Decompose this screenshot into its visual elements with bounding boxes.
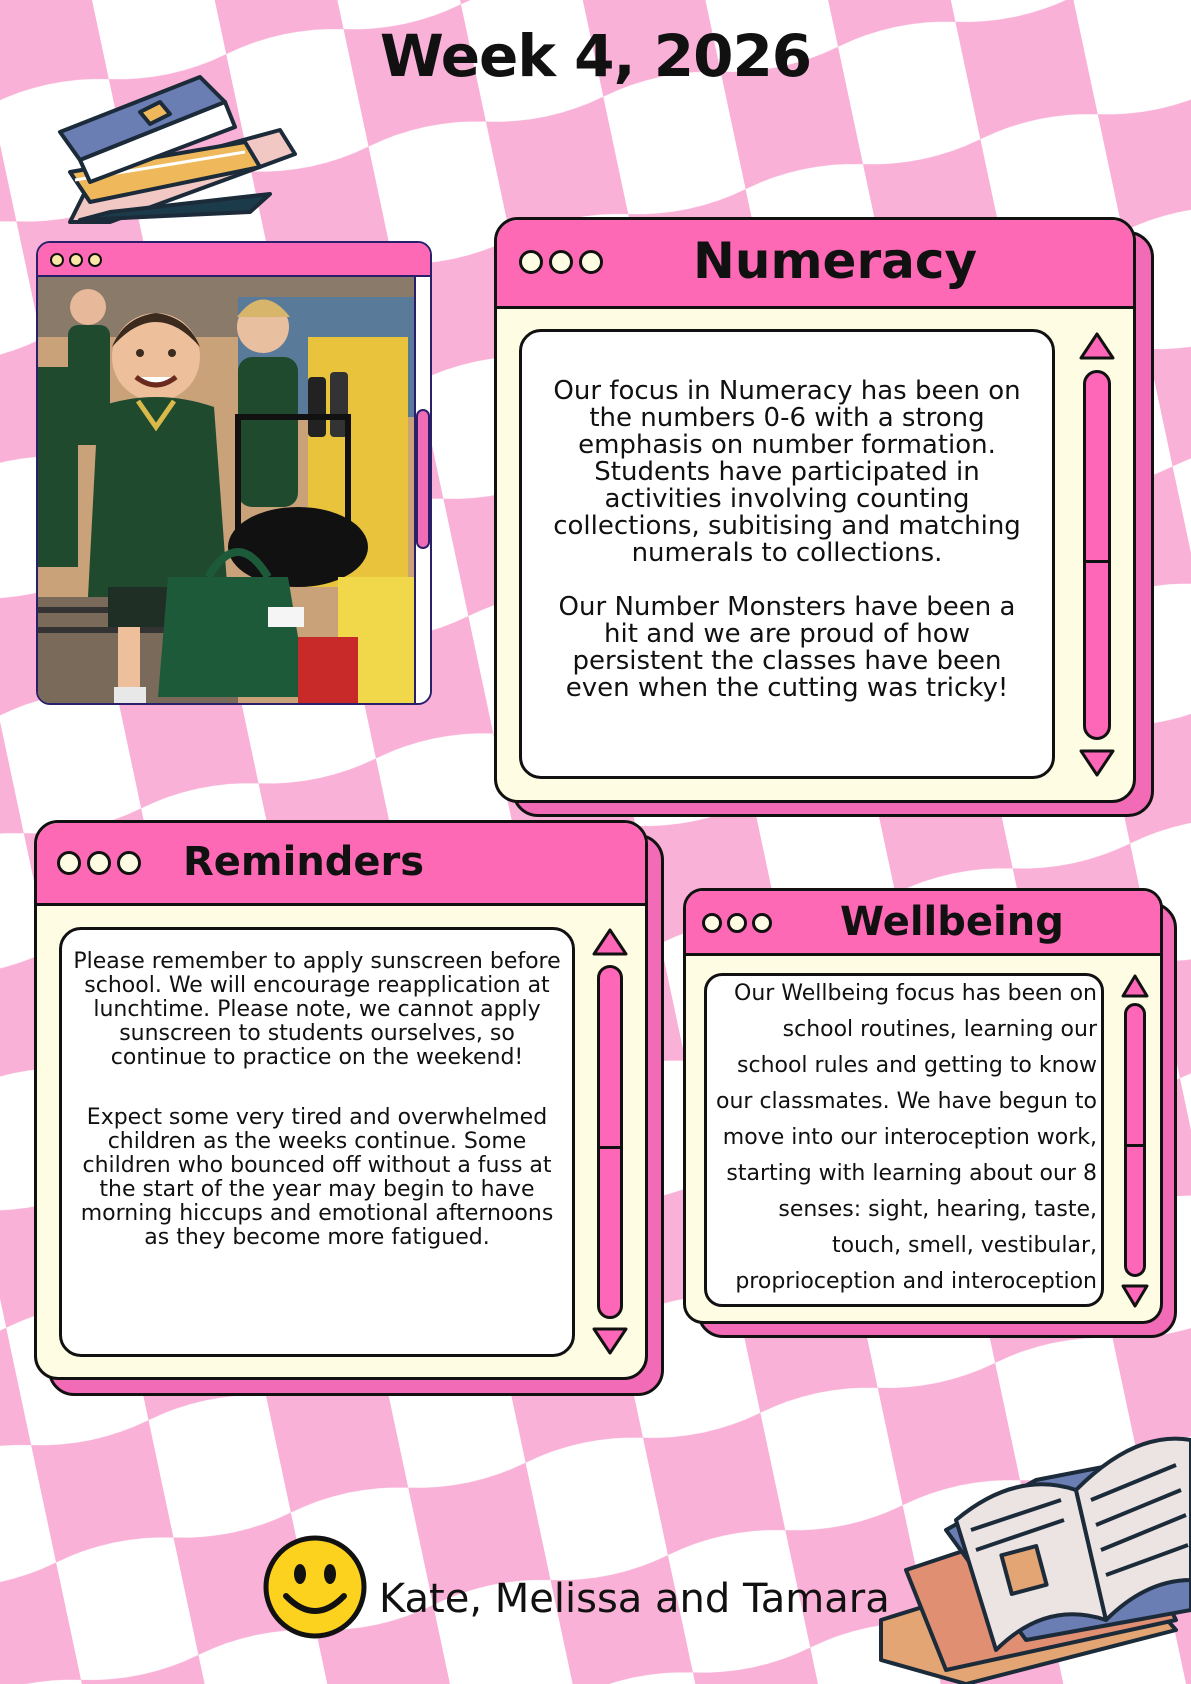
wellbeing-content [704, 973, 1104, 1307]
window-dot-icon[interactable] [117, 851, 141, 875]
window-dot-icon[interactable] [50, 253, 64, 267]
window-dot-icon[interactable] [727, 913, 747, 933]
window-controls[interactable] [50, 253, 102, 267]
smiley-face-icon [262, 1534, 368, 1640]
book-stack-icon [50, 72, 300, 242]
open-book-icon [876, 1420, 1191, 1684]
photo-scrollbar[interactable] [414, 277, 432, 705]
window-dot-icon[interactable] [87, 851, 111, 875]
photo-scroll-thumb[interactable] [416, 409, 430, 549]
window-controls[interactable] [57, 851, 141, 875]
wellbeing-title: Wellbeing [840, 899, 1064, 945]
reminders-window [34, 820, 648, 1380]
reminders-scrollbar[interactable] [597, 965, 623, 1319]
page-title: Week 4, 2026 [379, 22, 812, 90]
window-dot-icon[interactable] [57, 851, 81, 875]
footer-names: Kate, Melissa and Tamara [379, 1576, 890, 1622]
window-dot-icon[interactable] [752, 913, 772, 933]
classroom-photo [38, 277, 414, 705]
numeracy-window [494, 217, 1136, 803]
reminders-content [59, 927, 575, 1357]
numeracy-scrollbar[interactable] [1083, 370, 1111, 740]
scroll-down-icon[interactable] [591, 1326, 629, 1356]
window-dot-icon[interactable] [549, 250, 573, 274]
numeracy-paragraph: Our Number Monsters have been a hit and we are proud of how persistent the classes have been even when the cutting was tricky! [558, 592, 1016, 703]
numeracy-paragraph: Our focus in Numeracy has been on the numbers 0-6 with a strong emphasis on number formation. Students have participated in activities involving counting collections, subitising and matching numerals to collections. [553, 376, 1021, 568]
window-dot-icon[interactable] [69, 253, 83, 267]
window-dot-icon[interactable] [702, 913, 722, 933]
scroll-up-icon[interactable] [1077, 330, 1117, 362]
scroll-down-icon[interactable] [1120, 1283, 1150, 1309]
wellbeing-paragraph: Our Wellbeing focus has been on school routines, learning our school rules and getting to know our classmates. We have begun to move into our interoception work, starting with learning about our 8 senses: sight, hearing, taste, touch, smell, vestibular, proprioception and interoception [716, 981, 1097, 1294]
wellbeing-scrollbar[interactable] [1124, 1003, 1146, 1277]
photo-window [36, 241, 432, 705]
reminders-paragraph: Please remember to apply sunscreen before school. We will encourage reapplication at lunchtime. Please note, we cannot apply sunscreen to students ourselves, so continue to practice on the weekend! [73, 949, 561, 1070]
window-dot-icon[interactable] [88, 253, 102, 267]
window-dot-icon[interactable] [579, 250, 603, 274]
window-controls[interactable] [519, 250, 603, 274]
reminders-title: Reminders [183, 839, 425, 885]
numeracy-title: Numeracy [693, 232, 978, 290]
reminders-paragraph: Expect some very tired and overwhelmed children as the weeks continue. Some children who bounced off without a fuss at the start of the year may begin to have morning hiccups and emotional afternoons as they become more fatigued. [80, 1105, 554, 1250]
numeracy-content [519, 329, 1055, 779]
scroll-down-icon[interactable] [1077, 747, 1117, 779]
scroll-up-icon[interactable] [591, 927, 629, 957]
window-dot-icon[interactable] [519, 250, 543, 274]
wellbeing-window [683, 888, 1163, 1324]
window-controls[interactable] [702, 913, 772, 933]
scroll-up-icon[interactable] [1120, 973, 1150, 999]
